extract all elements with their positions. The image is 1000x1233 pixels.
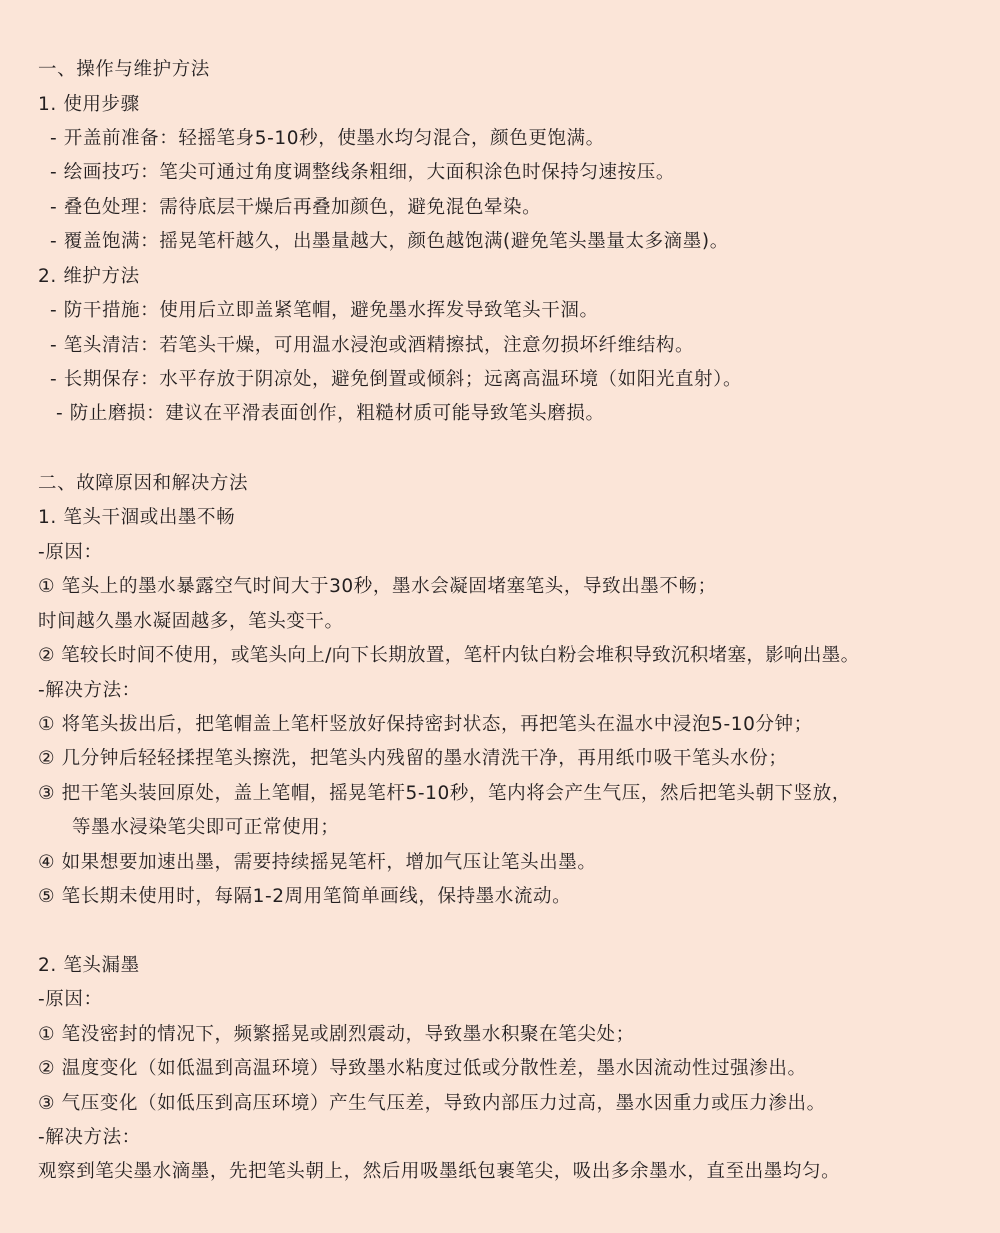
cause-item: ① 笔没密封的情况下，频繁摇晃或剧烈震动，导致墨水积聚在笔尖处； <box>38 1024 635 1045</box>
cause-label: -原因： <box>38 989 103 1010</box>
section-heading-troubleshooting: 二、故障原因和解决方法 <box>38 473 249 494</box>
cause-item: ② 温度变化（如低温到高温环境）导致墨水粘度过低或分散性差，墨水因流动性过强渗出。 <box>38 1058 807 1079</box>
subheading-usage-steps: 1. 使用步骤 <box>38 94 140 115</box>
solution-item: 观察到笔尖墨水滴墨，先把笔头朝上，然后用吸墨纸包裹笔尖，吸出多余墨水，直至出墨均匀。 <box>38 1161 841 1182</box>
usage-item: - 叠色处理：需待底层干燥后再叠加颜色，避免混色晕染。 <box>50 197 542 218</box>
solution-item: ③ 把干笔头装回原处，盖上笔帽，摇晃笔杆5-10秒，笔内将会产生气压，然后把笔头朝下竖放， <box>38 783 851 804</box>
maintenance-item: - 防干措施：使用后立即盖紧笔帽，避免墨水挥发导致笔头干涸。 <box>50 300 599 321</box>
solution-item: ① 将笔头拔出后，把笔帽盖上笔杆竖放好保持密封状态，再把笔头在温水中浸泡5-10分钟； <box>38 714 813 735</box>
cause-label: -原因： <box>38 542 103 563</box>
cause-item: ② 笔较长时间不使用，或笔头向上/向下长期放置，笔杆内钛白粉会堆积导致沉积堵塞，影响出墨。 <box>38 645 860 666</box>
solution-label: -解决方法： <box>38 680 141 701</box>
section-heading-operation: 一、操作与维护方法 <box>38 59 210 80</box>
solution-item-continuation: 等墨水浸染笔尖即可正常使用； <box>72 817 340 838</box>
cause-item: ③ 气压变化（如低压到高压环境）产生气压差，导致内部压力过高，墨水因重力或压力渗出。 <box>38 1093 826 1114</box>
subheading-issue-leaking: 2. 笔头漏墨 <box>38 955 140 976</box>
maintenance-item: - 长期保存：水平存放于阴凉处，避免倒置或倾斜；远离高温环境（如阳光直射）。 <box>50 369 743 390</box>
maintenance-item: - 防止磨损：建议在平滑表面创作，粗糙材质可能导致笔头磨损。 <box>56 403 605 424</box>
solution-item: ② 几分钟后轻轻揉捏笔头擦洗，把笔头内残留的墨水清洗干净，再用纸巾吸干笔头水份； <box>38 748 788 769</box>
subheading-issue-dry-tip: 1. 笔头干涸或出墨不畅 <box>38 507 236 528</box>
usage-item: - 绘画技巧：笔尖可通过角度调整线条粗细，大面积涂色时保持匀速按压。 <box>50 162 675 183</box>
maintenance-item: - 笔头清洁：若笔头干燥，可用温水浸泡或酒精擦拭，注意勿损坏纤维结构。 <box>50 335 695 356</box>
subheading-maintenance: 2. 维护方法 <box>38 266 140 287</box>
solution-item: ⑤ 笔长期未使用时，每隔1-2周用笔简单画线，保持墨水流动。 <box>38 886 572 907</box>
cause-item: 时间越久墨水凝固越多，笔头变干。 <box>38 611 344 632</box>
usage-item: - 开盖前准备：轻摇笔身5-10秒，使墨水均匀混合，颜色更饱满。 <box>50 128 605 149</box>
solution-label: -解决方法： <box>38 1127 141 1148</box>
usage-item: - 覆盖饱满：摇晃笔杆越久，出墨量越大，颜色越饱满(避免笔头墨量太多滴墨)。 <box>50 231 729 252</box>
cause-item: ① 笔头上的墨水暴露空气时间大于30秒，墨水会凝固堵塞笔头，导致出墨不畅； <box>38 576 717 597</box>
solution-item: ④ 如果想要加速出墨，需要持续摇晃笔杆，增加气压让笔头出墨。 <box>38 852 597 873</box>
